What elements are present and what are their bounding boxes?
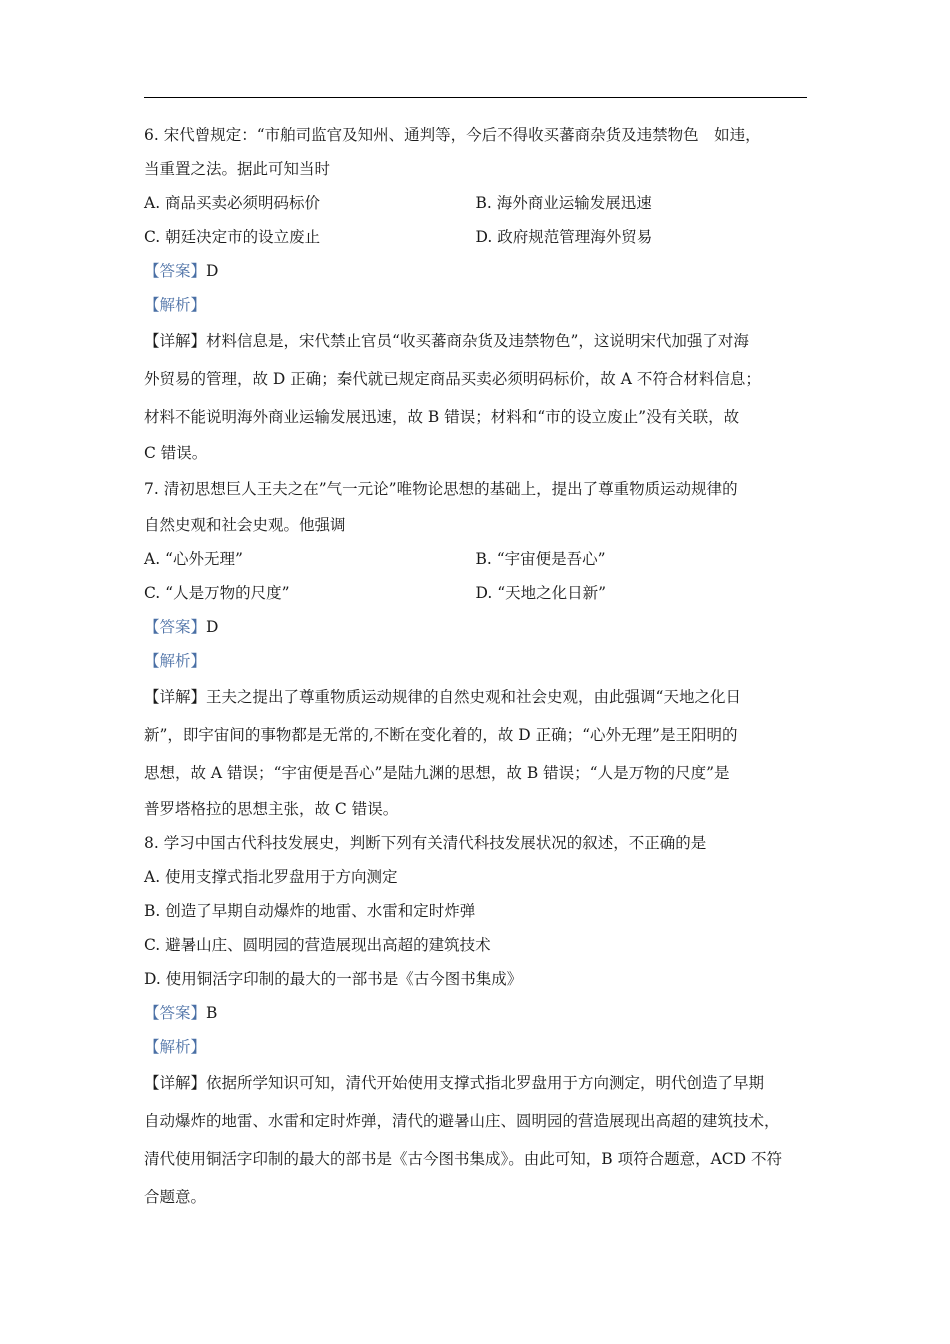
q7-detail-line-1 <box>144 678 807 716</box>
q8-detail-line-3: 清代使用铜活字印制的最大的部书是《古今图书集成》。由此可知，B 项符合题意，ACD 不符 <box>144 1150 782 1168</box>
q8-detail-line-2: 自动爆炸的地雷、水雷和定时炸弹，清代的避暑山庄、圆明园的营造展现出高超的建筑技术， <box>144 1112 780 1130</box>
q8-stem: 8. 学习中国古代科技发展史，判断下列有关清代科技发展状况的叙述，不正确的是 <box>144 834 707 852</box>
q7-answer <box>144 610 807 644</box>
q7-option-c: C. “人是万物的尺度” <box>144 584 290 602</box>
q8-answer-value: B <box>206 1004 218 1022</box>
q8-detail-line-1 <box>144 1064 807 1102</box>
q6-detail-line-3: 材料不能说明海外商业运输发展迅速，故 B 错误；材料和“市的设立废止”没有关联，故 <box>144 408 740 426</box>
q8-answer-label: 【答案】 <box>144 1004 207 1022</box>
q7-answer-label: 【答案】 <box>144 618 207 636</box>
q7-detail-label: 【详解】 <box>144 688 207 706</box>
q7-options-row-1 <box>144 542 807 576</box>
q6-detail-line-4: C 错误。 <box>144 444 208 462</box>
header-rule <box>144 97 807 98</box>
document-body <box>144 118 807 1216</box>
q6-detail-text-1: 材料信息是，宋代禁止官员“收买蕃商杂货及违禁物色”，这说明宋代加强了对海 <box>206 332 749 350</box>
q8-option-a: A. 使用支撑式指北罗盘用于方向测定 <box>144 868 398 886</box>
q7-stem-line-1: 7. 清初思想巨人王夫之在”气一元论”唯物论思想的基础上，提出了尊重物质运动规律的 <box>144 480 738 498</box>
question-7 <box>144 470 807 826</box>
q7-option-d: D. “天地之化日新” <box>475 584 607 602</box>
q6-answer-value: D <box>206 262 219 280</box>
q6-answer <box>144 254 807 288</box>
q7-detail-text-1: 王夫之提出了尊重物质运动规律的自然史观和社会史观，由此强调“天地之化日 <box>206 688 741 706</box>
q8-option-c: C. 避暑山庄、圆明园的营造展现出高超的建筑技术 <box>144 936 491 954</box>
q8-answer <box>144 996 807 1030</box>
q7-detail-line-3: 思想，故 A 错误；“宇宙便是吾心”是陆九渊的思想，故 B 错误；“人是万物的尺度”是 <box>144 764 730 782</box>
q6-options-row-1 <box>144 186 807 220</box>
q8-detail-text-1: 依据所学知识可知，清代开始使用支撑式指北罗盘用于方向测定，明代创造了早期 <box>206 1074 765 1092</box>
q6-option-c: C. 朝廷决定市的设立废止 <box>144 228 321 246</box>
q6-detail-label: 【详解】 <box>144 332 207 350</box>
q6-option-d: D. 政府规范管理海外贸易 <box>475 228 653 246</box>
q6-options-row-2 <box>144 220 807 254</box>
q6-option-a: A. 商品买卖必须明码标价 <box>144 194 321 212</box>
q7-analysis-label: 【解析】 <box>144 652 207 670</box>
q7-answer-value: D <box>206 618 219 636</box>
q6-analysis-label: 【解析】 <box>144 296 207 314</box>
q6-detail-line-1 <box>144 322 807 360</box>
question-6 <box>144 118 807 470</box>
q6-option-b: B. 海外商业运输发展迅速 <box>475 194 652 212</box>
q6-answer-label: 【答案】 <box>144 262 207 280</box>
q8-option-b: B. 创造了早期自动爆炸的地雷、水雷和定时炸弹 <box>144 902 476 920</box>
q8-detail-label: 【详解】 <box>144 1074 207 1092</box>
q7-option-b: B. “宇宙便是吾心” <box>475 550 606 568</box>
q7-stem-line-2: 自然史观和社会史观。他强调 <box>144 516 346 534</box>
q7-option-a: A. “心外无理” <box>144 550 243 568</box>
q7-detail-line-4: 普罗塔格拉的思想主张，故 C 错误。 <box>144 800 399 818</box>
q6-detail-line-2: 外贸易的管理，故 D 正确；秦代就已规定商品买卖必须明码标价，故 A 不符合材料信息； <box>144 370 761 388</box>
q8-detail-line-4: 合题意。 <box>144 1188 207 1206</box>
q6-stem-line-2: 当重置之法。据此可知当时 <box>144 160 331 178</box>
q6-stem-line-1: 6. 宋代曾规定：“市舶司监官及知州、通判等，今后不得收买蕃商杂货及违禁物色 如违， <box>144 126 761 144</box>
q7-detail-line-2: 新”，即宇宙间的事物都是无常的,不断在变化着的，故 D 正确；“心外无理”是王阳明的 <box>144 726 738 744</box>
q8-option-d: D. 使用铜活字印制的最大的一部书是《古今图书集成》 <box>144 970 523 988</box>
q7-options-row-2 <box>144 576 807 610</box>
question-8 <box>144 826 807 1216</box>
q8-analysis-label: 【解析】 <box>144 1038 207 1056</box>
